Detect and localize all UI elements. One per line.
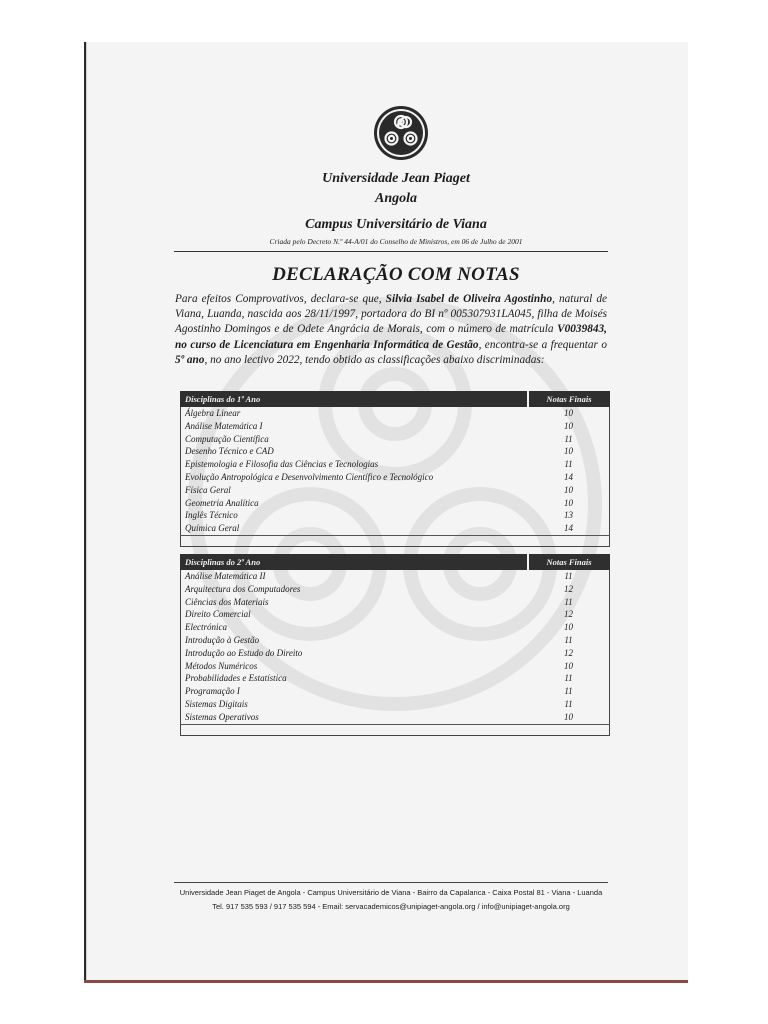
table-row	[181, 583, 610, 596]
header-divider	[174, 251, 608, 252]
grade-cell: 12	[564, 647, 573, 658]
subject-cell: Física Geral	[185, 484, 231, 495]
academic-year: 5º ano	[175, 353, 205, 366]
subject-cell: Métodos Numéricos	[185, 660, 258, 671]
subject-cell: Análise Matemática I	[185, 420, 263, 431]
subject-cell: Química Geral	[185, 523, 240, 534]
subject-cell: Inglês Técnico	[185, 510, 238, 521]
table-row	[181, 698, 610, 711]
university-country: Angola	[374, 191, 417, 206]
student-number: V0039843	[557, 323, 605, 336]
table-row	[181, 445, 610, 458]
university-name: Universidade Jean Piaget	[322, 171, 470, 186]
table-row	[181, 711, 610, 724]
subject-cell: Geometria Analítica	[185, 497, 259, 508]
table-row	[181, 522, 610, 535]
grade-cell: 11	[564, 634, 573, 645]
text-attending: , encontra-se a frequentar o	[478, 338, 607, 351]
table-row	[181, 570, 610, 583]
grade-cell: 11	[564, 673, 573, 684]
subject-cell: Introdução ao Estudo do Direito	[185, 647, 303, 658]
grade-cell: 12	[564, 609, 573, 620]
decree-note: Criada pelo Decreto N.º 44-A/01 do Conselho de Ministros, em 06 de Julho de 2001	[269, 237, 523, 246]
table-spacer-row	[181, 535, 610, 546]
table-row	[181, 596, 610, 609]
year1-grades-table	[180, 391, 610, 547]
campus-name: Campus Universitário de Viana	[305, 217, 487, 232]
subject-cell: Direito Comercial	[185, 609, 251, 620]
table-row	[181, 621, 610, 634]
spacer-cell	[181, 724, 610, 735]
year2-grades-table	[180, 554, 610, 736]
subject-cell: Desenho Técnico e CAD	[185, 446, 274, 457]
table-row	[181, 471, 610, 484]
table-row	[181, 634, 610, 647]
table-header-row	[181, 392, 610, 407]
page-bottom-edge	[84, 980, 688, 983]
subject-cell: Sistemas Digitais	[185, 698, 248, 709]
grade-cell: 10	[564, 408, 573, 418]
grade-cell: 11	[564, 433, 573, 444]
grade-cell: 13	[564, 510, 573, 521]
grade-cell: 11	[564, 698, 573, 709]
grade-cell: 10	[564, 711, 573, 722]
course-name: Licenciatura em Engenharia Informática de Gestão	[233, 338, 479, 351]
text-conclusion: , no ano lectivo 2022, tendo obtido as classificações abaixo discriminadas:	[204, 353, 545, 366]
subject-cell: Probabilidades e Estatística	[185, 673, 287, 684]
grade-cell: 10	[564, 446, 573, 457]
table-spacer-row	[181, 724, 610, 735]
grade-cell: 10	[564, 484, 573, 495]
subjects-header: Disciplinas do 2º Ano	[181, 555, 529, 570]
grade-cell: 14	[564, 523, 573, 534]
subject-cell: Introdução à Gestão	[185, 634, 260, 645]
grade-cell: 11	[564, 459, 573, 470]
subject-cell: Sistemas Operativos	[185, 711, 259, 722]
text-intro: Para efeitos Comprovativos, declara-se que,	[175, 293, 386, 305]
grade-cell: 10	[564, 420, 573, 431]
subject-cell: Computação Científica	[185, 433, 269, 444]
table-row	[181, 407, 610, 420]
table-row	[181, 509, 610, 522]
table-row	[181, 420, 610, 433]
table-row	[181, 672, 610, 685]
subject-cell: Electrónica	[185, 622, 227, 633]
table-row	[181, 647, 610, 660]
triskele-logo-icon	[373, 105, 429, 161]
grade-cell: 11	[564, 596, 573, 607]
grade-cell: 10	[564, 622, 573, 633]
declaration-text	[175, 292, 607, 368]
grade-cell: 14	[564, 471, 573, 482]
table-row	[181, 685, 610, 698]
student-name: Silvia Isabel de Oliveira Agostinho	[385, 293, 553, 305]
table-row	[181, 608, 610, 621]
grade-cell: 10	[564, 497, 573, 508]
grade-cell: 11	[564, 686, 573, 697]
footer-divider	[174, 882, 608, 883]
text-birth-details: , natural de Viana, Luanda, nascida aos 28/11/1997, portadora do BI nº 005307931LA045, filha de Moisés Agostinho Domingos e de Odete Angrácia de Morais, com o número de matrícula	[175, 293, 608, 336]
subject-cell: Análise Matemática II	[185, 571, 266, 581]
table-row	[181, 660, 610, 673]
document-title: DECLARAÇÃO COM NOTAS	[272, 264, 520, 285]
grade-cell: 10	[564, 660, 573, 671]
table-row	[181, 458, 610, 471]
subject-cell: Arquitectura dos Computadores	[185, 583, 301, 594]
spacer-cell	[181, 535, 610, 546]
table-row	[181, 484, 610, 497]
subject-cell: Álgebra Linear	[185, 408, 241, 418]
subject-cell: Programação I	[185, 686, 240, 697]
subjects-header: Disciplinas do 1º Ano	[181, 392, 529, 407]
footer-contacts: Tel. 917 535 593 / 917 535 594 - Email: servacademicos@unipiaget-angola.org / info@unipiaget-angola.org	[212, 902, 570, 911]
grades-header: Notas Finais	[528, 555, 610, 570]
table-header-row	[181, 555, 610, 570]
table-row	[181, 497, 610, 510]
subject-cell: Ciências dos Materiais	[185, 596, 269, 607]
text-course-intro: , no curso de	[175, 323, 607, 351]
subject-cell: Epistemologia e Filosofia das Ciências e Tecnologias	[185, 459, 379, 470]
table-row	[181, 433, 610, 446]
grades-header: Notas Finais	[528, 392, 610, 407]
subject-cell: Evolução Antropológica e Desenvolvimento Científico e Tecnológico	[185, 471, 434, 482]
grade-cell: 11	[564, 571, 573, 581]
grade-cell: 12	[564, 583, 573, 594]
footer-address: Universidade Jean Piaget de Angola - Campus Universitário de Viana - Bairro da Capalanca - Caixa Postal 81 - Viana - Luanda	[179, 888, 603, 897]
